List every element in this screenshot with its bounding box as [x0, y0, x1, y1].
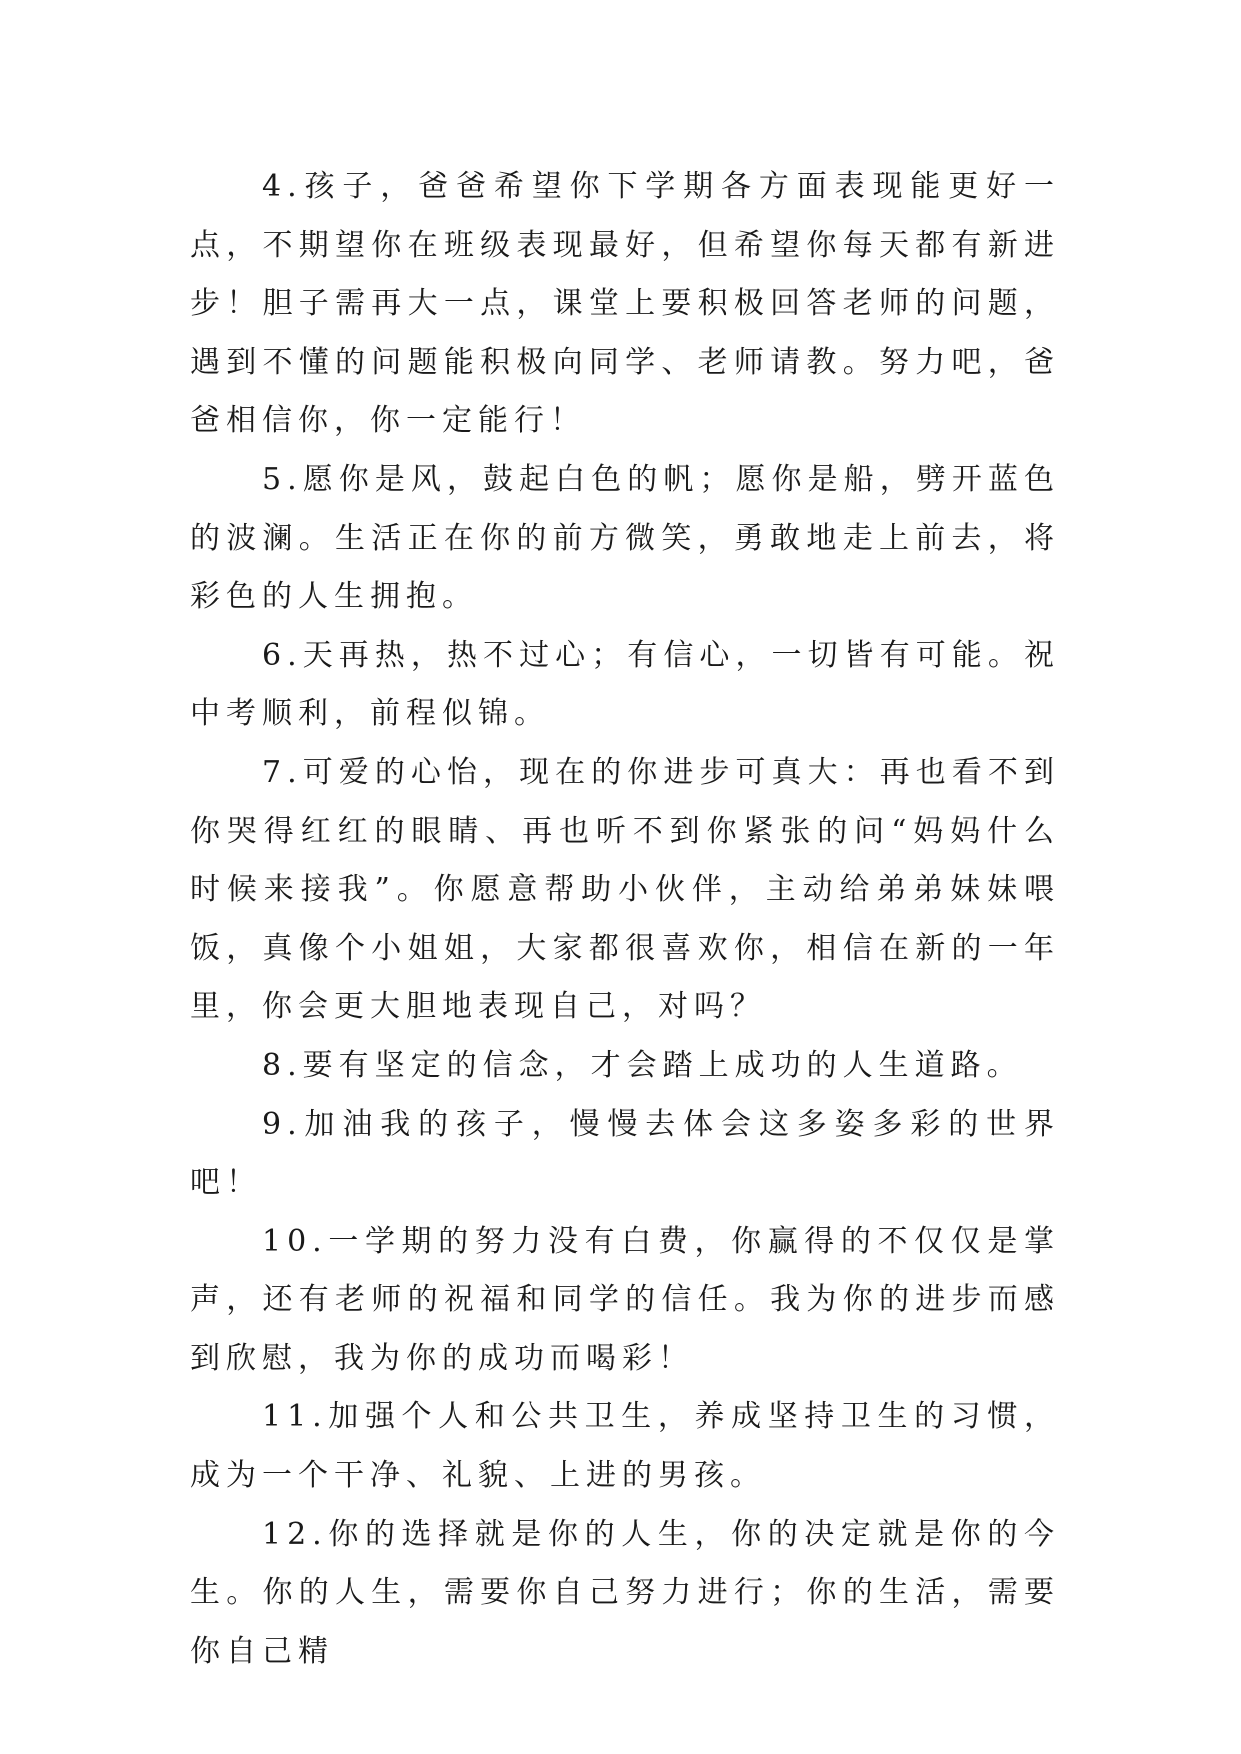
paragraph-6: 6.天再热，热不过心；有信心，一切皆有可能。祝中考顺利，前程似锦。	[190, 637, 1060, 732]
paragraph-4: 4.孩子，爸爸希望你下学期各方面表现能更好一点，不期望你在班级表现最好，但希望你每天都有新进步！胆子需再大一点，课堂上要积极回答老师的问题，遇到不懂的问题能积极向同学、老师请教。努力吧，爸爸相信你，你一定能行！	[190, 169, 1060, 439]
paragraph-8: 8.要有坚定的信念，才会踏上成功的人生道路。	[262, 1047, 1023, 1083]
paragraph-7: 7.可爱的心怡，现在的你进步可真大：再也看不到你哭得红红的眼睛、再也听不到你紧张的问“妈妈什么时候来接我”。你愿意帮助小伙伴，主动给弟弟妹妹喂饭，真像个小姐姐，大家都很喜欢你，相信在新的一年里，你会更大胆地表现自己，对吗？	[190, 754, 1060, 1025]
paragraph-11: 11.加强个人和公共卫生，养成坚持卫生的习惯，成为一个干净、礼貌、上进的男孩。	[190, 1399, 1060, 1494]
paragraph-9: 9.加油我的孩子，慢慢去体会这多姿多彩的世界吧！	[190, 1106, 1060, 1201]
document-body	[190, 158, 1060, 1681]
paragraph-5: 5.愿你是风，鼓起白色的帆；愿你是船，劈开蓝色的波澜。生活正在你的前方微笑，勇敢地走上前去，将彩色的人生拥抱。	[190, 461, 1060, 615]
paragraph-12: 12.你的选择就是你的人生，你的决定就是你的今生。你的人生，需要你自己努力进行；你的生活，需要你自己精	[190, 1516, 1060, 1669]
paragraph-10: 10.一学期的努力没有白费，你赢得的不仅仅是掌声，还有老师的祝福和同学的信任。我为你的进步而感到欣慰，我为你的成功而喝彩！	[190, 1223, 1060, 1376]
